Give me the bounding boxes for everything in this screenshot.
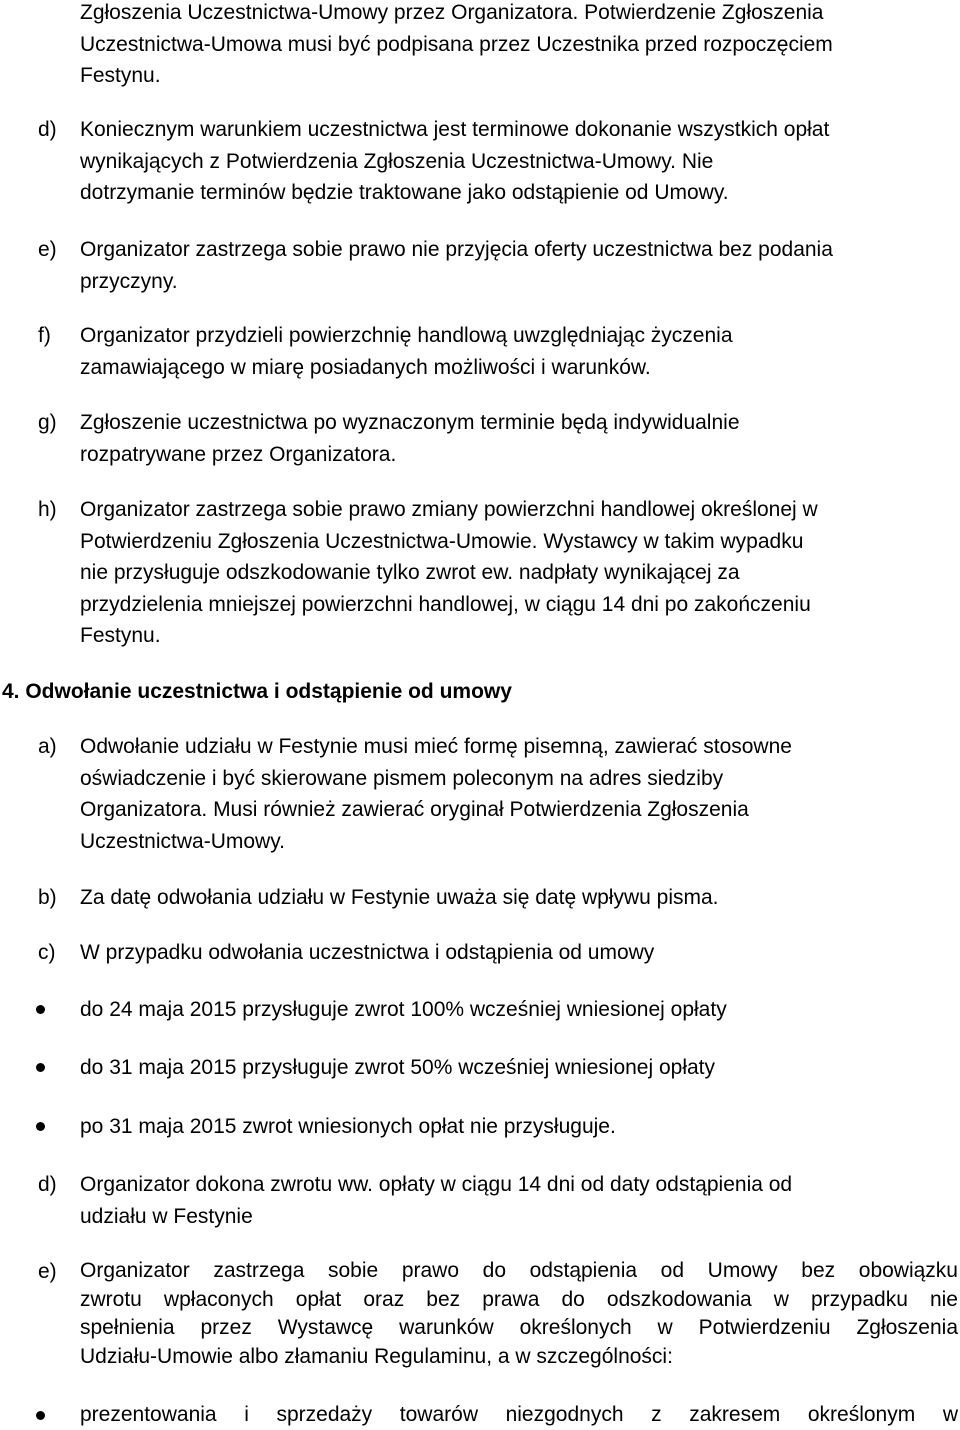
bullet-text: do 24 maja 2015 przysługuje zwrot 100% wcześniej wniesionej opłaty bbox=[80, 998, 727, 1021]
item-d2-text bbox=[80, 1169, 950, 1232]
item-line: zamawiającego w miarę posiadanych możliwości i warunków. bbox=[80, 355, 651, 379]
item-line: przyczyny. bbox=[80, 269, 178, 293]
bullet-item bbox=[80, 994, 950, 1026]
item-line: Organizatora. Musi również zawierać oryginał Potwierdzenia Zgłoszenia bbox=[80, 798, 749, 821]
item-marker-d: d) bbox=[38, 118, 57, 141]
item-line: przydzielenia mniejszej powierzchni handlowej, w ciągu 14 dni po zakończeniu bbox=[80, 592, 811, 616]
item-line: W przypadku odwołania uczestnictwa i odstąpienia od umowy bbox=[80, 941, 655, 964]
item-f-text bbox=[80, 320, 950, 383]
item-line: Udziału-Umowie albo złamaniu Regulaminu, a w szczególności: bbox=[80, 1344, 673, 1368]
intro-line: Festynu. bbox=[80, 64, 161, 87]
item-line: spełnienia przez Wystawcę warunków określonych w Potwierdzeniu Zgłoszenia bbox=[80, 1316, 958, 1339]
item-line: udziału w Festynie bbox=[80, 1204, 253, 1228]
item-line: Uczestnictwa-Umowy. bbox=[80, 829, 285, 853]
bullet-item bbox=[80, 1052, 950, 1084]
item-line: Za datę odwołania udziału w Festynie uważa się datę wpływu pisma. bbox=[80, 886, 719, 909]
bullet-text: po 31 maja 2015 zwrot wniesionych opłat nie przysługuje. bbox=[80, 1115, 616, 1138]
item-line: Odwołanie udziału w Festynie musi mieć formę pisemną, zawierać stosowne bbox=[80, 735, 792, 758]
item-marker-c: c) bbox=[38, 941, 56, 964]
item-line: Organizator zastrzega sobie prawo zmiany powierzchni handlowej określonej w bbox=[80, 498, 818, 521]
item-line: Organizator zastrzega sobie prawo do odstąpienia od Umowy bez obowiązku bbox=[80, 1259, 958, 1282]
intro-line: Zgłoszenia Uczestnictwa-Umowy przez Organizatora. Potwierdzenie Zgłoszenia bbox=[80, 1, 824, 24]
item-line: oświadczenie i być skierowane pismem poleconym na adres siedziby bbox=[80, 766, 724, 790]
item-marker-h: h) bbox=[38, 498, 57, 521]
item-line: rozpatrywane przez Organizatora. bbox=[80, 442, 397, 466]
item-line: Organizator przydzieli powierzchnię handlową uwzględniając życzenia bbox=[80, 324, 733, 347]
item-b-text bbox=[80, 882, 950, 914]
item-marker-e2: e) bbox=[38, 1260, 57, 1283]
item-g-text bbox=[80, 407, 950, 470]
item-h-text bbox=[80, 494, 950, 652]
item-marker-f: f) bbox=[38, 324, 51, 347]
bullet-item bbox=[80, 1401, 958, 1430]
bullet-text: do 31 maja 2015 przysługuje zwrot 50% wcześniej wniesionej opłaty bbox=[80, 1056, 716, 1079]
item-marker-g: g) bbox=[38, 411, 57, 434]
bullet-dot bbox=[36, 1005, 45, 1014]
item-line: wynikających z Potwierdzenia Zgłoszenia Uczestnictwa-Umowy. Nie bbox=[80, 149, 714, 173]
item-e-text bbox=[80, 234, 950, 297]
bullet-dot bbox=[36, 1411, 45, 1420]
bullet-item bbox=[80, 1111, 950, 1143]
bullet-dot bbox=[36, 1063, 45, 1072]
bullet-text: prezentowania i sprzedaży towarów niezgodnych z zakresem określonym w bbox=[80, 1403, 958, 1426]
item-c-text bbox=[80, 937, 950, 969]
item-line: Koniecznym warunkiem uczestnictwa jest terminowe dokonanie wszystkich opłat bbox=[80, 118, 830, 141]
item-e2-text bbox=[80, 1257, 958, 1371]
item-line: dotrzymanie terminów będzie traktowane jako odstąpienie od Umowy. bbox=[80, 181, 729, 204]
item-line: Organizator dokona zwrotu ww. opłaty w ciągu 14 dni od daty odstąpienia od bbox=[80, 1173, 793, 1196]
intro-line: Uczestnictwa-Umowa musi być podpisana przez Uczestnika przed rozpoczęciem bbox=[80, 32, 833, 56]
bullet-dot bbox=[36, 1122, 45, 1131]
item-line: Potwierdzeniu Zgłoszenia Uczestnictwa-Umowie. Wystawcy w takim wypadku bbox=[80, 529, 804, 553]
item-marker-e: e) bbox=[38, 238, 57, 261]
item-line: nie przysługuje odszkodowanie tylko zwrot ew. nadpłaty wynikającej za bbox=[80, 561, 740, 584]
item-marker-d2: d) bbox=[38, 1173, 57, 1196]
intro-paragraph bbox=[80, 0, 833, 92]
item-line: Festynu. bbox=[80, 624, 161, 647]
item-a-text bbox=[80, 731, 950, 857]
item-marker-a: a) bbox=[38, 735, 57, 758]
section-heading: 4. Odwołanie uczestnictwa i odstąpienie od umowy bbox=[2, 680, 512, 703]
item-d-text bbox=[80, 114, 950, 209]
item-marker-b: b) bbox=[38, 886, 57, 909]
item-line: Organizator zastrzega sobie prawo nie przyjęcia oferty uczestnictwa bez podania bbox=[80, 238, 833, 261]
item-line: zwrotu wpłaconych opłat oraz bez prawa do odszkodowania w przypadku nie bbox=[80, 1287, 958, 1311]
item-line: Zgłoszenie uczestnictwa po wyznaczonym terminie będą indywidualnie bbox=[80, 411, 740, 434]
